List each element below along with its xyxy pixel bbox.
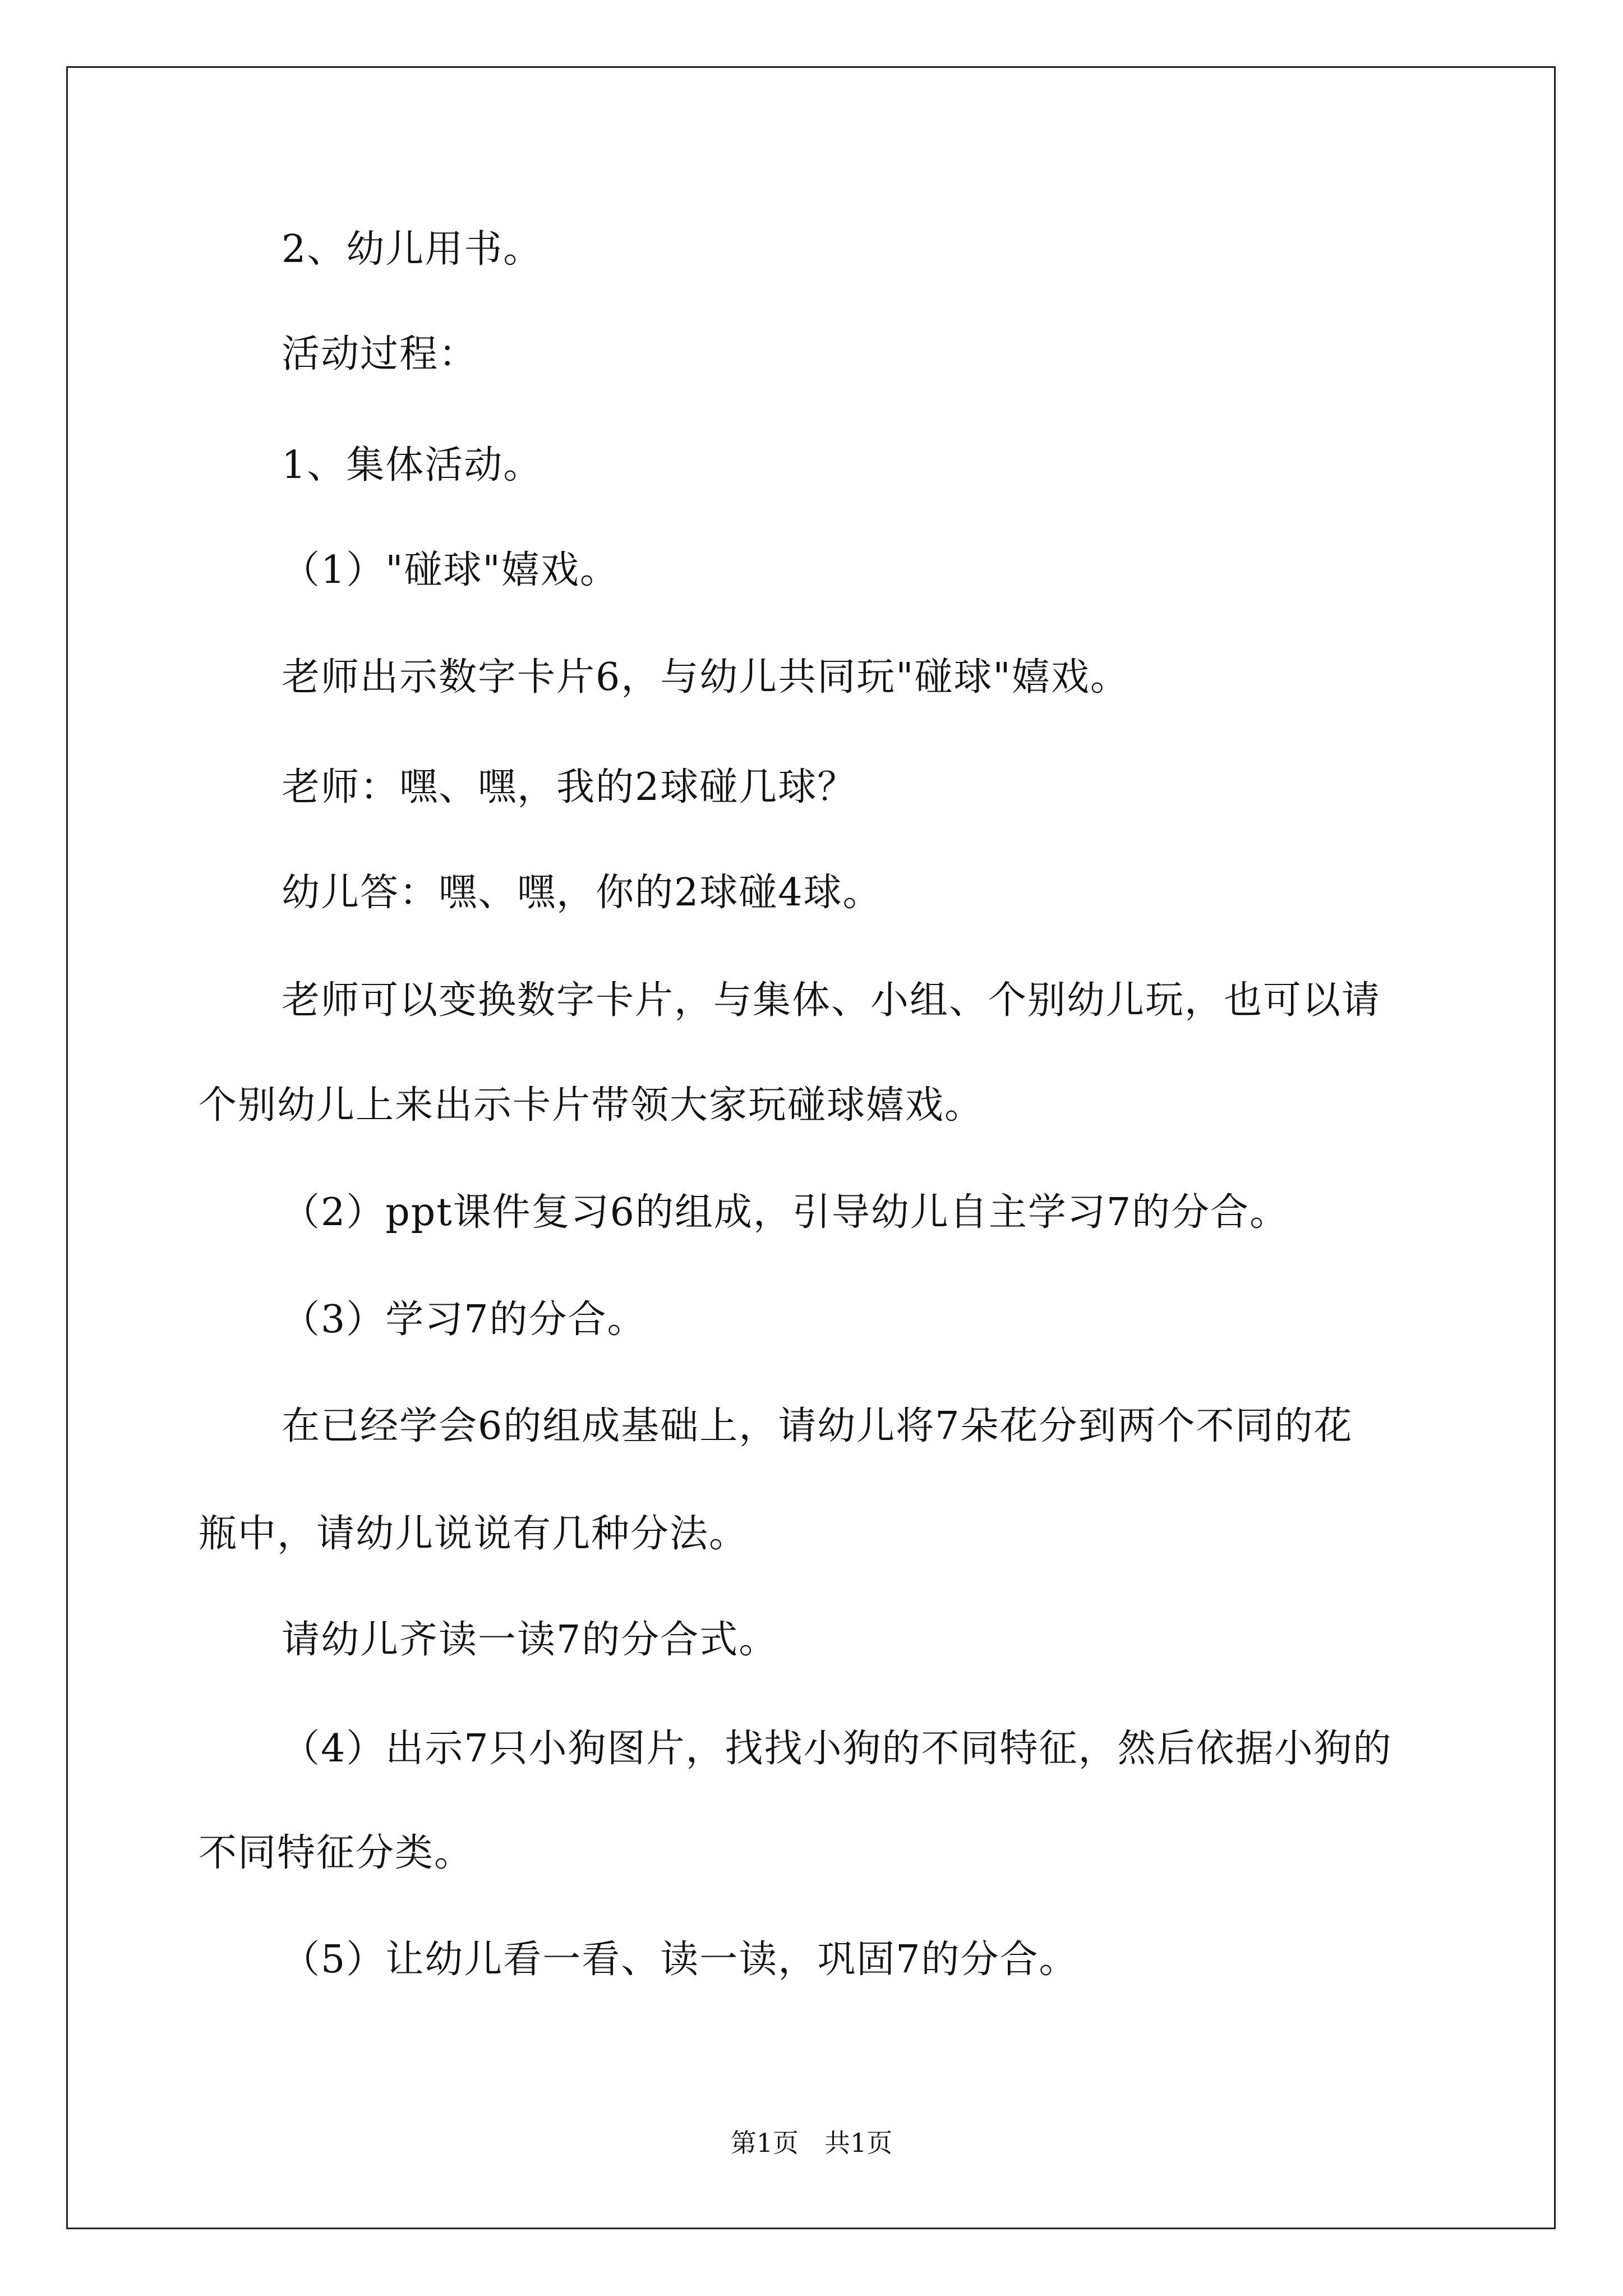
paragraph-line: 幼儿答：嘿、嘿，你的2球碰4球。 bbox=[282, 871, 882, 915]
paragraph-line: （1）"碰球"嬉戏。 bbox=[282, 548, 619, 592]
paragraph-line: 老师可以变换数字卡片，与集体、小组、个别幼儿玩，也可以请 bbox=[282, 978, 1381, 1023]
paragraph-line: （3）学习7的分合。 bbox=[282, 1297, 647, 1342]
paragraph-line: 在已经学会6的组成基础上，请幼儿将7朵花分到两个不同的花 bbox=[282, 1404, 1353, 1448]
paragraph-line: 个别幼儿上来出示卡片带领大家玩碰球嬉戏。 bbox=[199, 1083, 984, 1128]
paragraph-line: （2）ppt课件复习6的组成，引导幼儿自主学习7的分合。 bbox=[282, 1190, 1289, 1235]
paragraph-line: 2、幼儿用书。 bbox=[282, 227, 543, 272]
paragraph-line: 不同特征分类。 bbox=[199, 1831, 474, 1875]
page-footer: 第1页 共1页 bbox=[730, 2128, 893, 2158]
paragraph-line: 活动过程： bbox=[282, 332, 478, 376]
paragraph-line: （5）让幼儿看一看、读一读，巩固7的分合。 bbox=[282, 1938, 1078, 1982]
paragraph-line: 瓶中，请幼儿说说有几种分法。 bbox=[199, 1512, 749, 1556]
paragraph-line: 1、集体活动。 bbox=[282, 443, 543, 487]
paragraph-line: 老师：嘿、嘿，我的2球碰几球？ bbox=[282, 765, 857, 809]
paragraph-line: 请幼儿齐读一读7的分合式。 bbox=[282, 1618, 778, 1662]
paragraph-line: 老师出示数字卡片6，与幼儿共同玩"碰球"嬉戏。 bbox=[282, 655, 1129, 700]
page-border bbox=[66, 66, 1556, 2229]
paragraph-line: （4）出示7只小狗图片，找找小狗的不同特征，然后依据小狗的 bbox=[282, 1727, 1393, 1771]
